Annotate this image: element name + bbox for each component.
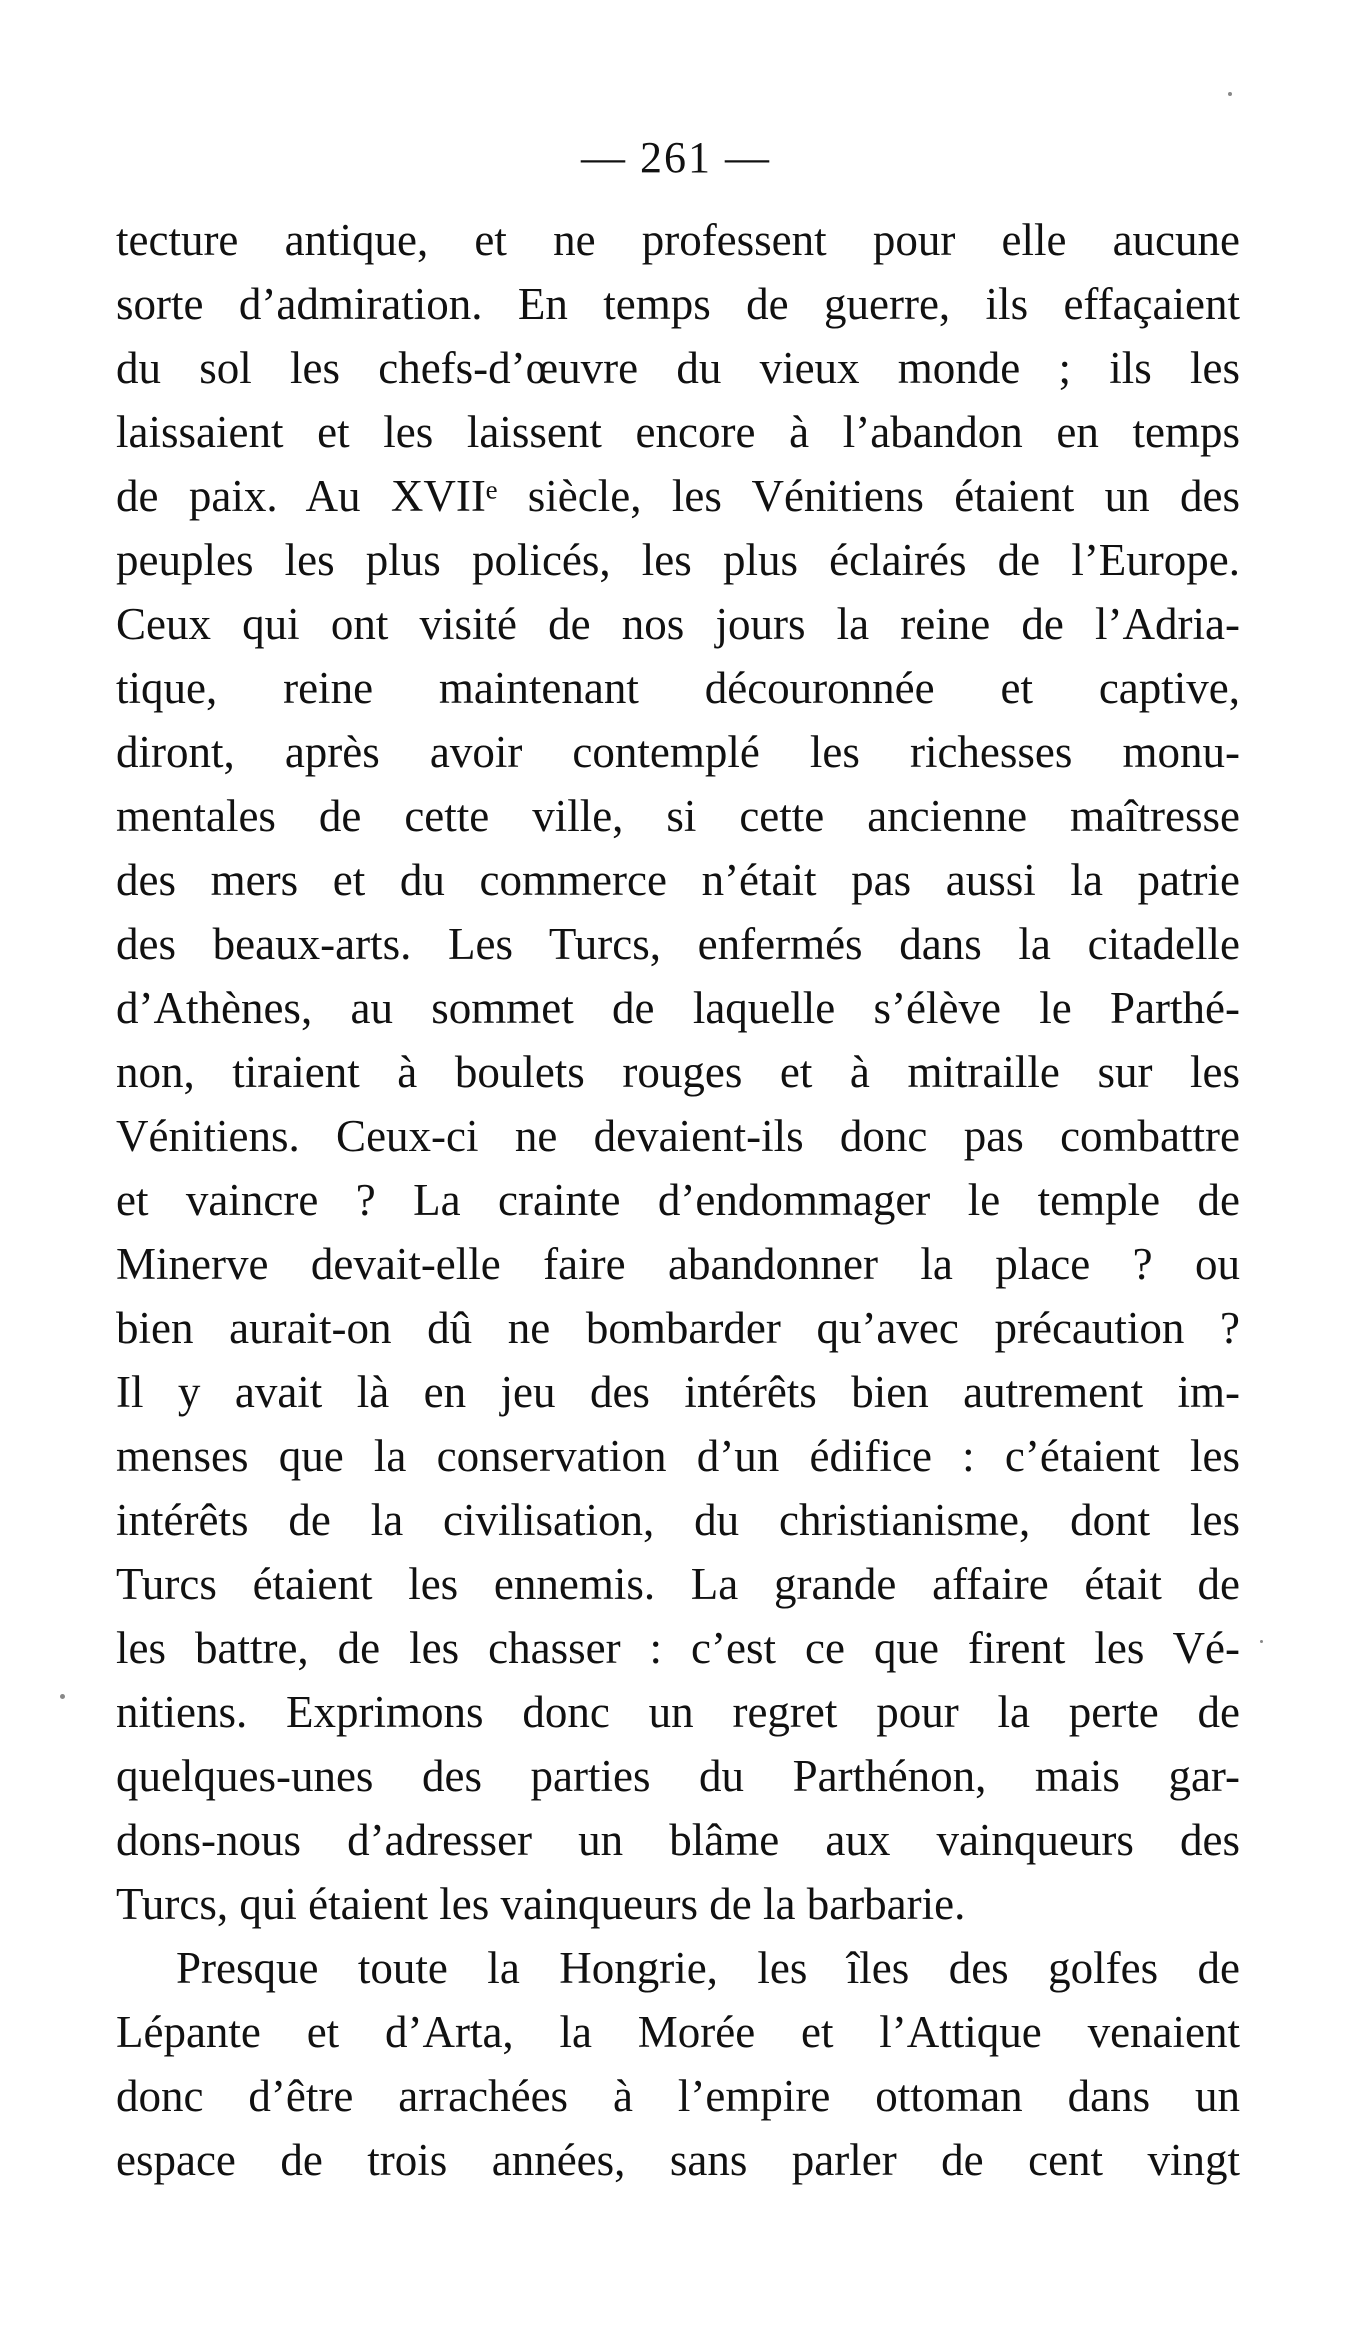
text-line: Il y avait là en jeu des intérêts bien autrement im- [116,1367,1240,1417]
text-line: dons-nous d’adresser un blâme aux vainqueurs des [116,1815,1240,1865]
text-line: Ceux qui ont visité de nos jours la reine de l’Adria- [116,599,1240,649]
text-line: Turcs étaient les ennemis. La grande affaire était de [116,1559,1240,1609]
page-number: — 261 — [581,133,771,182]
text-line: tecture antique, et ne professent pour elle aucune [116,215,1240,265]
text-line: des mers et du commerce n’était pas aussi la patrie [116,855,1240,905]
text-line: Minerve devait-elle faire abandonner la place ? ou [116,1239,1240,1289]
paper-speck [1260,1640,1263,1643]
text-line: Lépante et d’Arta, la Morée et l’Attique venaient [116,2007,1240,2057]
text-line: et vaincre ? La crainte d’endommager le temple de [116,1175,1240,1225]
text-line: sorte d’admiration. En temps de guerre, ils effaçaient [116,279,1240,329]
text-line: non, tiraient à boulets rouges et à mitraille sur les [116,1047,1240,1097]
text-line: nitiens. Exprimons donc un regret pour la perte de [116,1687,1240,1737]
text-line: laissaient et les laissent encore à l’abandon en temps [116,407,1240,457]
text-line: Turcs, qui étaient les vainqueurs de la barbarie. [116,1879,966,1929]
text-line: diront, après avoir contemplé les richesses monu- [116,727,1240,777]
text-line: bien aurait-on dû ne bombarder qu’avec précaution ? [116,1303,1240,1353]
text-line: du sol les chefs-d’œuvre du vieux monde ; ils les [116,343,1240,393]
text-line: les battre, de les chasser : c’est ce que firent les Vé- [116,1623,1240,1673]
paper-speck [60,1694,65,1699]
text-line: intérêts de la civilisation, du christianisme, dont les [116,1495,1240,1545]
text-line: donc d’être arrachées à l’empire ottoman dans un [116,2071,1240,2121]
body-text [116,208,1240,2192]
text-line: menses que la conservation d’un édifice : c’étaient les [116,1431,1240,1481]
text-line: de paix. Au XVIIᵉ siècle, les Vénitiens étaient un des [116,471,1240,521]
text-line: des beaux-arts. Les Turcs, enfermés dans la citadelle [116,919,1240,969]
text-line: Presque toute la Hongrie, les îles des golfes de [176,1943,1240,1993]
paper-speck [1228,92,1232,96]
text-line: tique, reine maintenant découronnée et captive, [116,663,1240,713]
text-line: mentales de cette ville, si cette ancienne maîtresse [116,791,1240,841]
text-line: d’Athènes, au sommet de laquelle s’élève le Parthé- [116,983,1240,1033]
text-line: peuples les plus policés, les plus éclairés de l’Europe. [116,535,1240,585]
text-line: quelques-unes des parties du Parthénon, mais gar- [116,1751,1240,1801]
text-line: Vénitiens. Ceux-ci ne devaient-ils donc pas combattre [116,1111,1240,1161]
text-line: espace de trois années, sans parler de cent vingt [116,2135,1240,2185]
